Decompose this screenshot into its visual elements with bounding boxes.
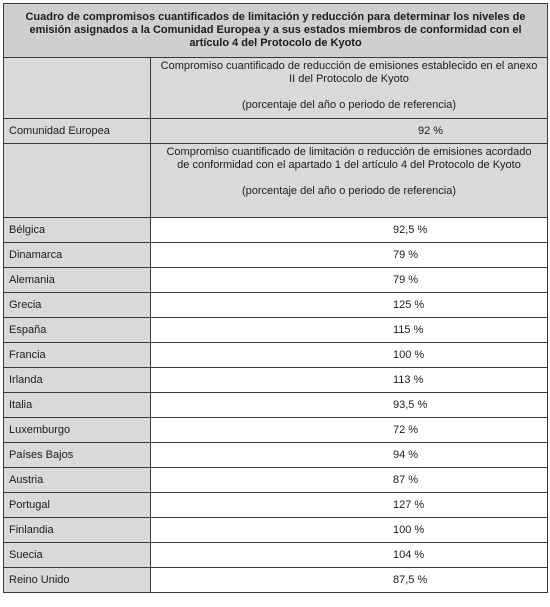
country-value: 93,5 % bbox=[151, 393, 548, 418]
country-value: 72 % bbox=[151, 418, 548, 443]
country-name: Suecia bbox=[4, 543, 151, 568]
eu-label: Comunidad Europea bbox=[4, 119, 151, 144]
country-name: Luxemburgo bbox=[4, 418, 151, 443]
country-value: 125 % bbox=[151, 293, 548, 318]
header-row-annex bbox=[4, 58, 548, 119]
country-value: 79 % bbox=[151, 268, 548, 293]
country-value: 94 % bbox=[151, 443, 548, 468]
commitments-table bbox=[3, 3, 548, 593]
table-row bbox=[4, 268, 548, 293]
country-name: Reino Unido bbox=[4, 568, 151, 593]
table-row bbox=[4, 568, 548, 593]
country-name: Bélgica bbox=[4, 218, 151, 243]
country-value: 79 % bbox=[151, 243, 548, 268]
table-row bbox=[4, 443, 548, 468]
table-row bbox=[4, 468, 548, 493]
country-value: 104 % bbox=[151, 543, 548, 568]
country-value: 100 % bbox=[151, 343, 548, 368]
empty-header-cell bbox=[4, 144, 151, 218]
country-name: Austria bbox=[4, 468, 151, 493]
country-name: Dinamarca bbox=[4, 243, 151, 268]
annex-header-note: (porcentaje del año o periodo de referencia) bbox=[241, 99, 457, 111]
table-row bbox=[4, 243, 548, 268]
table-row bbox=[4, 518, 548, 543]
country-value: 115 % bbox=[151, 318, 548, 343]
country-value: 100 % bbox=[151, 518, 548, 543]
annex-header-cell bbox=[151, 58, 548, 119]
country-name: España bbox=[4, 318, 151, 343]
country-name: Irlanda bbox=[4, 368, 151, 393]
empty-header-cell bbox=[4, 58, 151, 119]
country-value: 92,5 % bbox=[151, 218, 548, 243]
table-title: Cuadro de compromisos cuantificados de limitación y reducción para determinar los niveles de emisión asignados a la Comunidad Europea y a sus estados miembros de conformidad con el artículo 4 del Protocolo de Kyoto bbox=[4, 4, 548, 58]
country-name: Grecia bbox=[4, 293, 151, 318]
table-row bbox=[4, 368, 548, 393]
country-name: Portugal bbox=[4, 493, 151, 518]
country-value: 87,5 % bbox=[151, 568, 548, 593]
article-header-note: (porcentaje del año o periodo de referencia) bbox=[241, 185, 457, 197]
table-row bbox=[4, 218, 548, 243]
table-row bbox=[4, 293, 548, 318]
country-name: Alemania bbox=[4, 268, 151, 293]
country-name: Países Bajos bbox=[4, 443, 151, 468]
article-header-text: Compromiso cuantificado de limitación o reducción de emisiones acordado de conformidad con el apartado 1 del artículo 4 del Protocolo de Kyoto bbox=[166, 146, 532, 171]
table-row bbox=[4, 493, 548, 518]
commitments-document bbox=[3, 3, 547, 593]
header-row-article bbox=[4, 144, 548, 218]
country-name: Finlandia bbox=[4, 518, 151, 543]
table-row bbox=[4, 418, 548, 443]
title-row bbox=[4, 4, 548, 58]
annex-header-text: Compromiso cuantificado de reducción de emisiones establecido en el anexo II del Protocolo de Kyoto bbox=[160, 60, 538, 85]
article-header-cell bbox=[151, 144, 548, 218]
country-value: 127 % bbox=[151, 493, 548, 518]
table-row bbox=[4, 543, 548, 568]
country-value: 113 % bbox=[151, 368, 548, 393]
country-name: Francia bbox=[4, 343, 151, 368]
table-row bbox=[4, 343, 548, 368]
table-row bbox=[4, 393, 548, 418]
eu-row bbox=[4, 119, 548, 144]
country-name: Italia bbox=[4, 393, 151, 418]
table-row bbox=[4, 318, 548, 343]
eu-value: 92 % bbox=[151, 119, 548, 144]
country-value: 87 % bbox=[151, 468, 548, 493]
